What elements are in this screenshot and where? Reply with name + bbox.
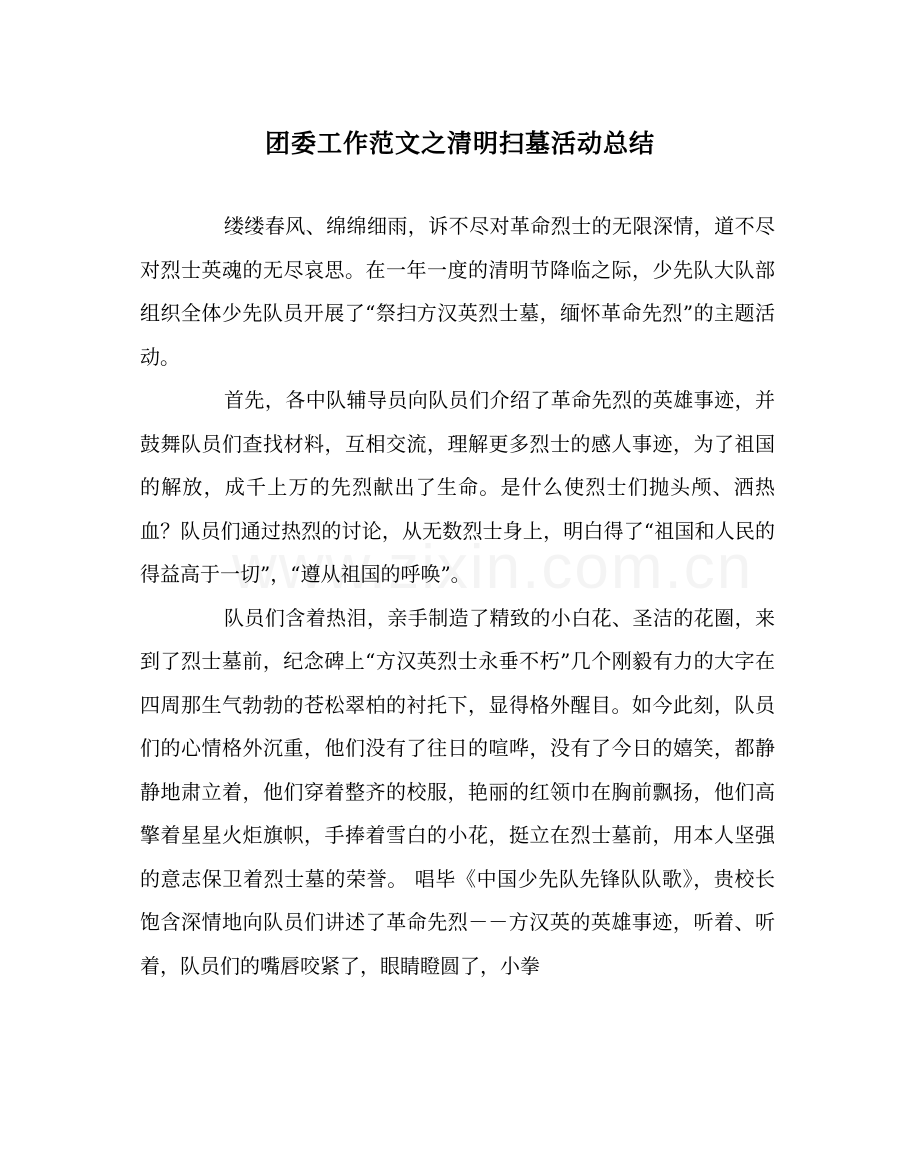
paragraph-1: 缕缕春风、绵绵细雨，诉不尽对革命烈士的无限深情，道不尽对烈士英魂的无尽哀思。在一年一度的清明节降临之际，少先队大队部组织全体少先队员开展了“祭扫方汉英烈士墓，缅怀革命先烈”的主题活动。 xyxy=(140,214,775,369)
paragraph-3: 队员们含着热泪，亲手制造了精致的小白花、圣洁的花圈，来到了烈士墓前，纪念碑上“方汉英烈士永垂不朽”几个刚毅有力的大字在四周那生气勃勃的苍松翠柏的衬托下，显得格外醒目。如今此刻，队员们的心情格外沉重，他们没有了往日的喧哗，没有了今日的嬉笑，都静静地肃立着，他们穿着整齐的校服，艳丽的红领巾在胸前飘扬，他们高擎着星星火炬旗帜，手捧着雪白的小花，挺立在烈士墓前，用本人坚强的意志保卫着烈士墓的荣誉。 唱毕《中国少先队先锋队队歌》，贵校长饱含深情地向队员们讲述了革命先烈－－方汉英的英雄事迹，听着、听着，队员们的嘴唇咬紧了，眼睛瞪圆了，小拳 xyxy=(140,605,775,978)
page-title: 团委工作范文之清明扫墓活动总结 xyxy=(264,129,655,158)
paragraph-2: 首先，各中队辅导员向队员们介绍了革命先烈的英雄事迹，并鼓舞队员们查找材料，互相交流，理解更多烈士的感人事迹，为了祖国的解放，成千上万的先烈献出了生命。是什么使烈士们抛头颅、洒热血？队员们通过热烈的讨论，从无数烈士身上，明白得了“祖国和人民的得益高于一切”，“遵从祖国的呼唤”。 xyxy=(140,388,775,586)
document-body xyxy=(140,205,775,988)
